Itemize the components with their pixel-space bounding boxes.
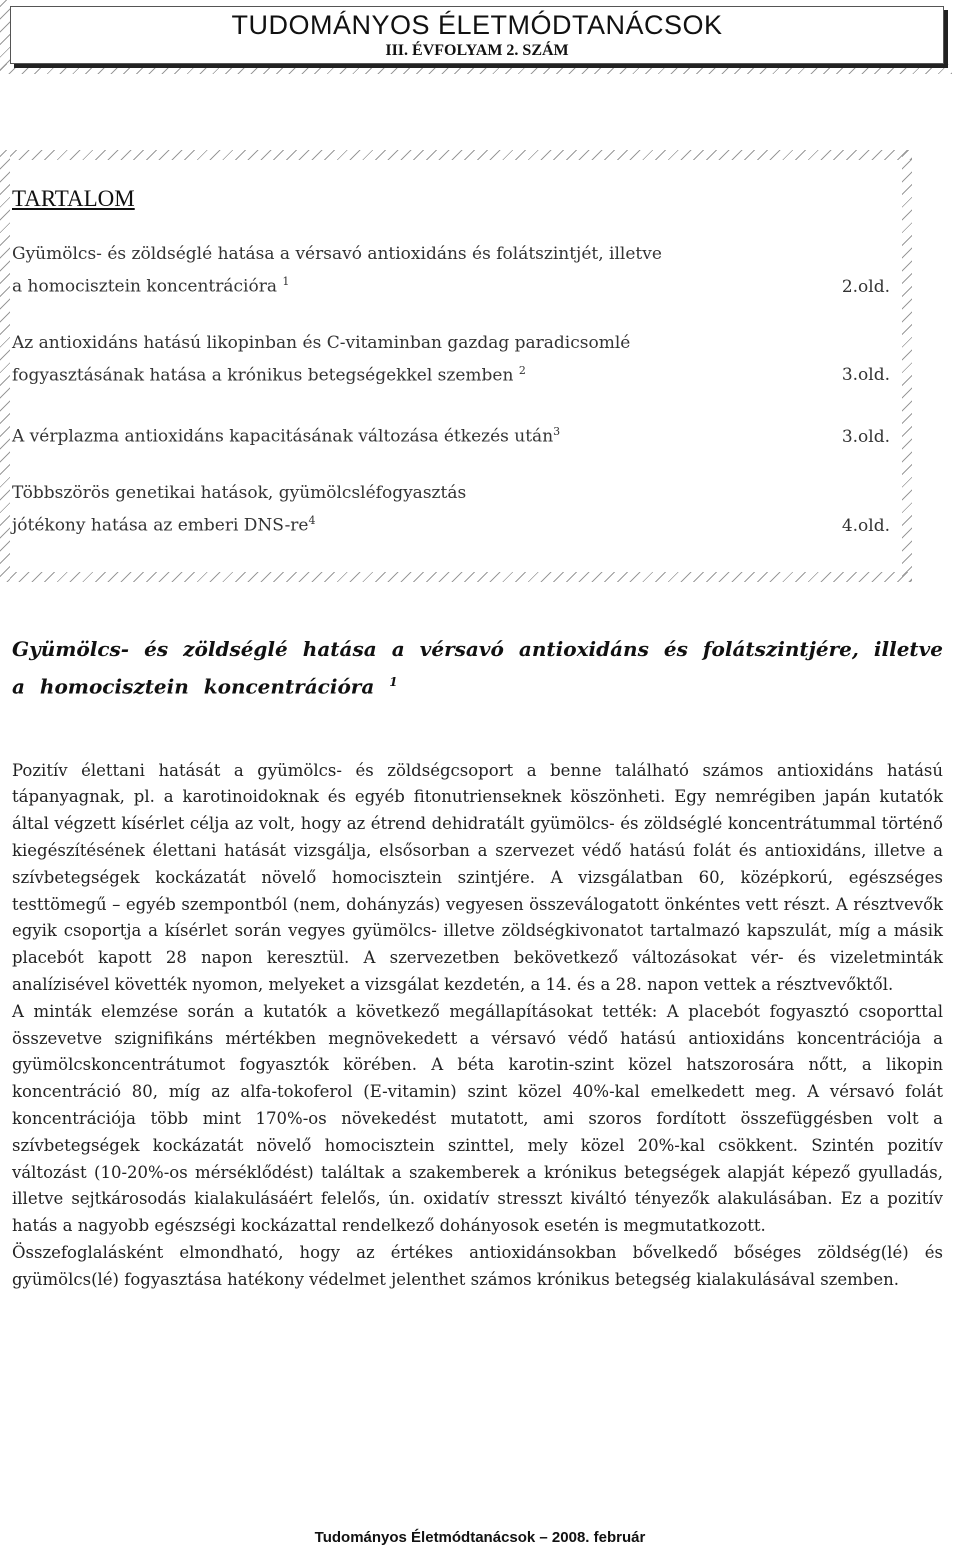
toc-page-number: 3.old. <box>841 426 890 447</box>
header-bottom-border <box>0 64 952 74</box>
toc-frame-top <box>10 150 912 160</box>
toc-frame-right <box>902 150 912 582</box>
table-of-contents <box>12 186 892 569</box>
toc-entry <box>12 480 892 540</box>
toc-page-number: 2.old. <box>841 276 890 297</box>
body-paragraph: Pozitív élettani hatását a gyümölcs- és zöldségcsoport a benne található számos antioxidáns hatású tápanyagnak, pl. a karotinoidoknak és egyéb fitonutrienseknek köszönheti. Egy nemrégiben japán kutatók által végzett kísérlet célja az volt, hogy az étrend dehidratált gyümölcs- és zöldséglé koncentrátummal történő kiegészítésének élettani hatását vizsgálja, elsősorban a szervezet védő hatású folát és antioxidáns, illetve a szívbetegségek kockázatát növelő homocisztein szintjére. A vizsgálatban 60, középkorú, egészséges testtömegű – egyéb szempontból (nem, dohányzás) vegyesen összeválogatott önkéntes vett részt. A résztvevők egyik csoportja a kísérlet során vegyes gyümölcs- illetve zöldségkivonatot tartalmazó kapszulát, míg a másik placebót kapott 28 napon keresztül. A szervezetben bekövetkező változásokat vér- és vizeletminták analízisével követték nyomon, melyeket a vizsgálat kezdetén, a 14. és a 28. napon vettek a résztvevőktől. <box>12 760 943 995</box>
toc-entry <box>12 418 892 451</box>
toc-entry-ref: 4 <box>308 513 316 527</box>
article-body <box>12 758 943 1294</box>
toc-entry-line: A vérplazma antioxidáns kapacitásának változása étkezés után <box>12 426 554 447</box>
article <box>12 633 943 1294</box>
toc-frame-left <box>0 150 10 582</box>
toc-entry-line: jótékony hatása az emberi DNS-re <box>12 515 309 536</box>
toc-entry <box>12 330 892 390</box>
page-footer: Tudományos Életmódtanácsok – 2008. február <box>314 1529 646 1546</box>
toc-entry-line: a homocisztein koncentrációra <box>12 276 277 297</box>
toc-heading: TARTALOM <box>12 186 135 211</box>
toc-page-number: 3.old. <box>841 365 890 386</box>
header-left-border <box>0 0 10 72</box>
article-title <box>12 633 943 704</box>
toc-entry <box>12 241 892 301</box>
article-title-text: Gyümölcs- és zöldséglé hatása a vérsavó antioxidáns és folátszintjére, illetve a homocisztein koncentrációra <box>12 637 943 699</box>
toc-entry-ref: 2 <box>518 363 526 377</box>
toc-entry-line: Gyümölcs- és zöldséglé hatása a vérsavó antioxidáns és folátszintjét, illetve <box>12 244 662 264</box>
toc-entry-line: fogyasztásának hatása a krónikus betegségekkel szemben <box>12 365 514 386</box>
toc-entry-line: Többszörös genetikai hatások, gyümölcsléfogyasztás <box>12 482 467 503</box>
toc-entry-line: Az antioxidáns hatású likopinban és C-vitaminban gazdag paradicsomlé <box>12 332 631 353</box>
issue-label: III. ÉVFOLYAM 2. SZÁM <box>385 42 569 59</box>
body-paragraph: A minták elemzése során a kutatók a következő megállapításokat tették: A placebót fogyasztó csoporttal összevetve szignifikáns mértékben megnövekedett a vérsavó védő hatású antioxidáns koncentrációja a gyümölcskoncentrátumot fogyasztók körében. A béta karotin-szint közel hatszorosára nőtt, a likopin koncentráció 80, míg az alfa-tokoferol (E-vitamin) szint közel 40%-kal emelkedett meg. A vérsavó folát koncentrációja több mint 170%-os növekedést mutatott, ami szoros fordított összefüggésben volt a szívbetegségek kockázatát növelő homocisztein szinttel, mely közel 20%-kal csökkent. Szintén pozitív változást (10-20%-os mérséklődést) találtak a szakemberek a krónikus betegségek alapját képező gyulladás, illetve sejtkárosodás kialakulásáért felelős, ún. oxidatív stresszt kiváltó tényezők alakulásában. Ez a pozitív hatás a nagyobb egészségi kockázattal rendelkező dohányosok esetén is megmutatkozott. <box>12 1001 943 1236</box>
journal-title: TUDOMÁNYOS ÉLETMÓDTANÁCSOK <box>231 10 723 40</box>
toc-entry-ref: 3 <box>553 425 561 439</box>
toc-entry-ref: 1 <box>282 275 290 288</box>
article-title-ref: 1 <box>389 675 398 689</box>
body-paragraph: Összefoglalásként elmondható, hogy az értékes antioxidánsokban bővelkedő bőséges zöldség(lé) és gyümölcs(lé) fogyasztása hatékony védelmet jelenthet számos krónikus betegség kialakulásával szemben. <box>12 1243 943 1289</box>
toc-frame-bottom <box>10 572 912 582</box>
header-banner <box>10 6 944 64</box>
toc-page-number: 4.old. <box>841 515 890 536</box>
